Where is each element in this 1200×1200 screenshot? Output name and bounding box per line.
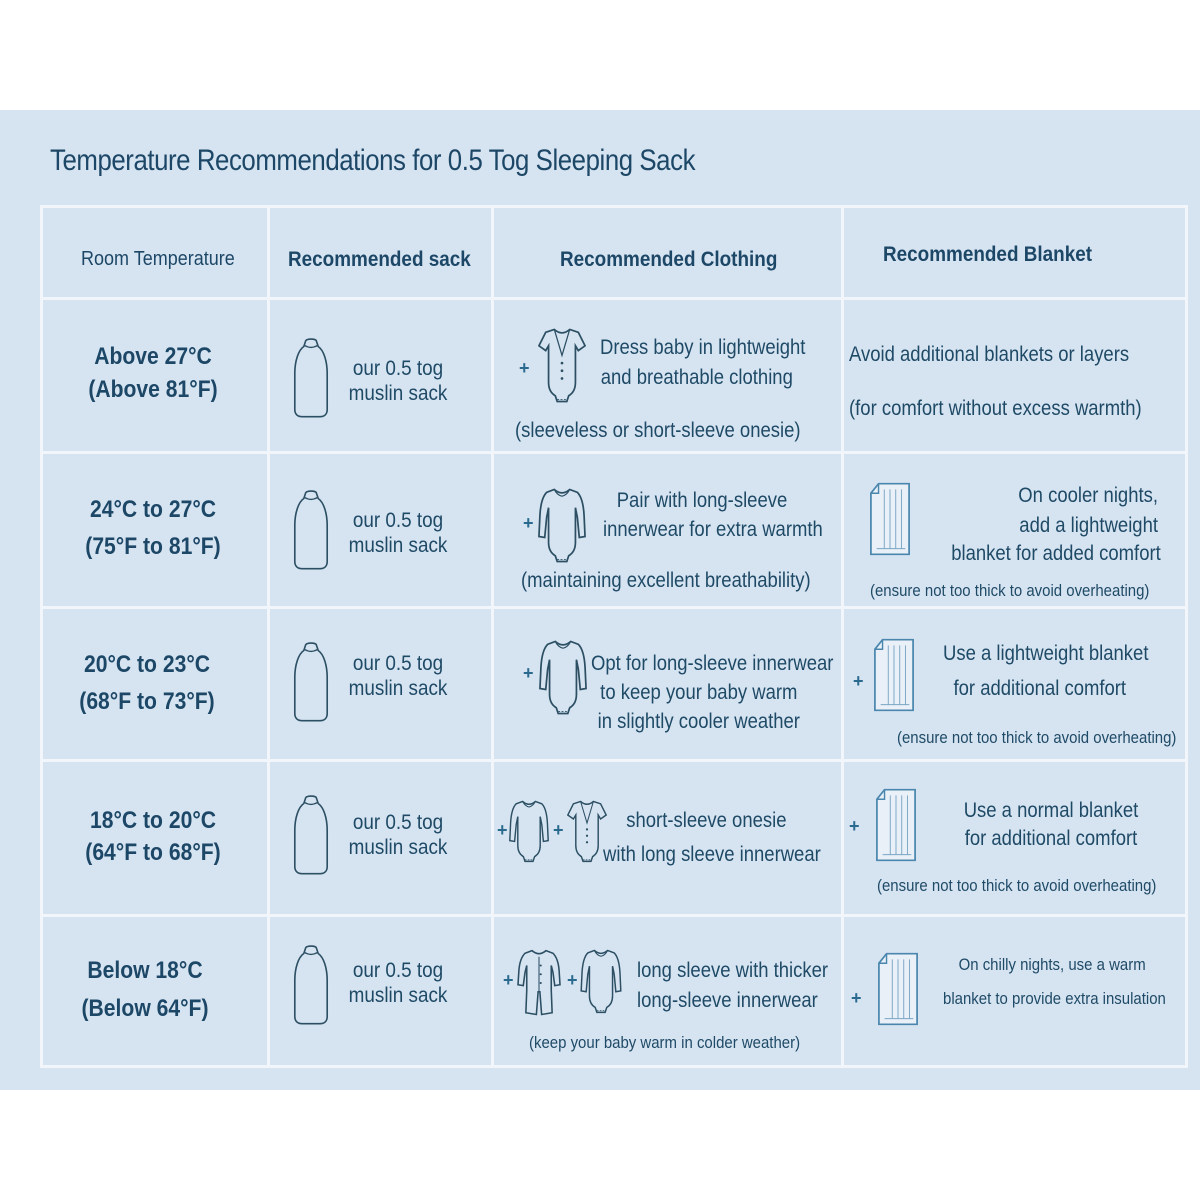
plus-sign: + <box>519 358 530 378</box>
footed-sleepsuit-icon <box>517 948 561 1018</box>
blanket-line: add a lightweight <box>1019 514 1158 537</box>
blanket-icon <box>869 480 911 558</box>
clothing-line: with long sleeve innerwear <box>603 843 821 866</box>
sack-description <box>349 508 448 558</box>
blanket-icon <box>875 786 917 864</box>
sleeping-sack-icon <box>293 336 329 420</box>
column-divider <box>841 208 844 1065</box>
long-sleeve-onesie-icon <box>539 638 587 716</box>
row-divider <box>43 759 1185 762</box>
blanket-text <box>943 948 1166 1016</box>
blanket-note: (for comfort without excess warmth) <box>849 397 1142 420</box>
sack-line: our 0.5 tog <box>352 811 444 834</box>
clothing-note: (maintaining excellent breathability) <box>521 569 811 592</box>
sack-line: muslin sack <box>348 382 448 405</box>
blanket-line: Use a normal blanket <box>963 799 1139 822</box>
blanket-icon <box>873 636 915 714</box>
sleeping-sack-icon <box>293 943 329 1027</box>
short-sleeve-onesie-icon <box>567 798 607 864</box>
sack-line: muslin sack <box>348 677 448 700</box>
clothing-note: (sleeveless or short-sleeve onesie) <box>515 419 801 442</box>
plus-sign: + <box>849 816 860 836</box>
clothing-line: in slightly cooler weather <box>597 710 800 733</box>
sack-description <box>349 958 448 1008</box>
sack-description <box>349 810 448 860</box>
room-temp-fahrenheit: (Below 64°F) <box>81 995 209 1022</box>
column-divider <box>491 208 494 1065</box>
room-temp-celsius: 20°C to 23°C <box>83 651 211 678</box>
clothing-line: Pair with long-sleeve <box>616 489 788 512</box>
room-temp-fahrenheit: (68°F to 73°F) <box>79 688 215 715</box>
header-recommended-clothing: Recommended Clothing <box>560 248 778 271</box>
column-divider <box>267 208 270 1065</box>
row-divider <box>43 606 1185 609</box>
clothing-text <box>603 808 821 868</box>
row-divider <box>43 297 1185 300</box>
chart-panel <box>0 110 1200 1090</box>
sack-line: muslin sack <box>348 534 448 557</box>
plus-sign: + <box>497 820 508 840</box>
plus-sign: + <box>503 970 514 990</box>
clothing-line: long-sleeve innerwear <box>637 989 818 1012</box>
blanket-line: for additional comfort <box>964 827 1138 850</box>
clothing-line: long sleeve with thicker <box>637 959 829 982</box>
clothing-line: innerwear for extra warmth <box>603 518 823 541</box>
plus-sign: + <box>853 671 864 691</box>
blanket-note: (ensure not too thick to avoid overheating) <box>877 876 1157 895</box>
blanket-text <box>943 641 1149 702</box>
clothing-note: (keep your baby warm in colder weather) <box>529 1033 801 1052</box>
long-sleeve-onesie-icon <box>538 486 586 564</box>
blanket-line: blanket to provide extra insulation <box>943 989 1166 1008</box>
long-sleeve-onesie-icon <box>509 798 549 864</box>
sack-description <box>349 356 448 406</box>
recommendation-table <box>40 205 1188 1068</box>
room-temp-fahrenheit: (Above 81°F) <box>88 376 218 403</box>
clothing-line: Opt for long-sleeve innerwear <box>591 652 834 675</box>
sack-line: our 0.5 tog <box>352 509 444 532</box>
clothing-text <box>603 488 823 543</box>
sack-description <box>349 651 448 701</box>
header-recommended-sack: Recommended sack <box>288 248 471 271</box>
sack-line: muslin sack <box>348 836 448 859</box>
room-temp-celsius: Above 27°C <box>94 343 212 370</box>
blanket-note: (ensure not too thick to avoid overheating) <box>897 728 1177 747</box>
clothing-text <box>591 651 834 735</box>
clothing-text <box>637 958 828 1014</box>
blanket-line: Use a lightweight blanket <box>943 642 1149 665</box>
room-temp-celsius: 24°C to 27°C <box>89 496 217 523</box>
blanket-text <box>951 483 1161 567</box>
header-room-temperature: Room Temperature <box>81 248 235 270</box>
long-sleeve-onesie-icon <box>579 948 623 1014</box>
plus-sign: + <box>523 663 534 683</box>
clothing-line: short-sleeve onesie <box>626 809 787 832</box>
plus-sign: + <box>523 513 534 533</box>
blanket-icon <box>877 950 919 1028</box>
blanket-text: Avoid additional blankets or layers <box>849 343 1130 366</box>
blanket-line: for additional comfort <box>953 677 1127 700</box>
blanket-line: On cooler nights, <box>1018 484 1158 507</box>
sack-line: our 0.5 tog <box>352 357 444 380</box>
room-temp-celsius: 18°C to 20°C <box>89 807 217 834</box>
sack-line: muslin sack <box>348 984 448 1007</box>
clothing-text <box>600 335 806 391</box>
room-temp-celsius: Below 18°C <box>87 957 203 984</box>
blanket-text <box>963 798 1139 852</box>
clothing-line: and breathable clothing <box>600 366 793 389</box>
clothing-line: to keep your baby warm <box>600 681 798 704</box>
page-title: Temperature Recommendations for 0.5 Tog Sleeping Sack <box>50 144 696 177</box>
sleeping-sack-icon <box>293 793 329 877</box>
plus-sign: + <box>851 988 862 1008</box>
blanket-line: blanket for added comfort <box>951 542 1161 565</box>
row-divider <box>43 451 1185 454</box>
short-sleeve-onesie-icon <box>538 326 586 404</box>
sleeping-sack-icon <box>293 488 329 572</box>
plus-sign: + <box>553 820 564 840</box>
sleeping-sack-icon <box>293 640 329 724</box>
row-divider <box>43 914 1185 917</box>
header-recommended-blanket: Recommended Blanket <box>883 243 1093 266</box>
plus-sign: + <box>567 970 578 990</box>
sack-line: our 0.5 tog <box>352 959 444 982</box>
blanket-note: (ensure not too thick to avoid overheating) <box>870 581 1150 600</box>
clothing-line: Dress baby in lightweight <box>600 336 806 359</box>
room-temp-fahrenheit: (64°F to 68°F) <box>85 839 221 866</box>
sack-line: our 0.5 tog <box>352 652 444 675</box>
room-temp-fahrenheit: (75°F to 81°F) <box>85 533 221 560</box>
blanket-line: On chilly nights, use a warm <box>958 955 1146 974</box>
